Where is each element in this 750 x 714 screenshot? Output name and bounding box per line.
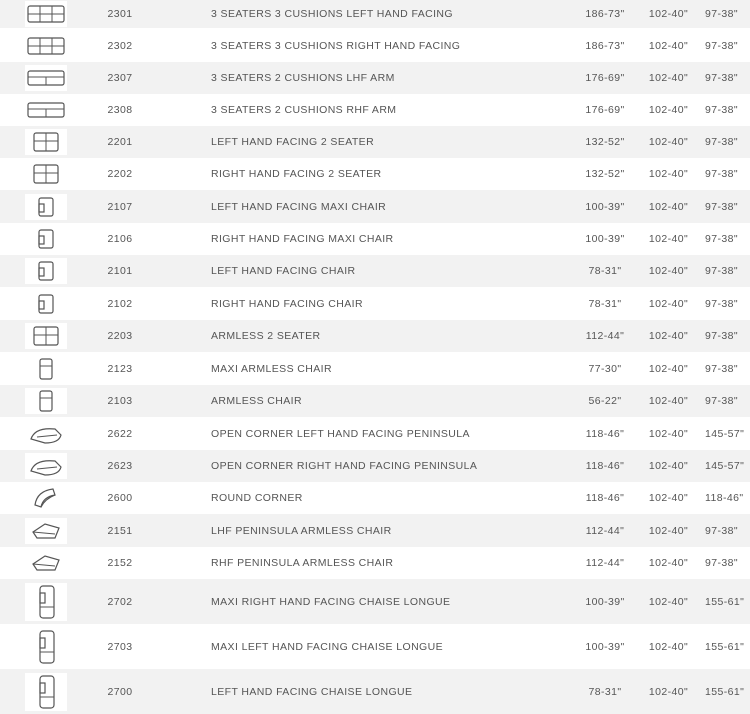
- three-seat-right-icon: [25, 33, 67, 59]
- product-width: 176-69": [585, 104, 625, 116]
- product-description: 3 SEATERS 3 CUSHIONS LEFT HAND FACING: [211, 8, 453, 20]
- table-row: [0, 62, 750, 94]
- maxi-chair-right-icon: [25, 226, 67, 252]
- maxi-chaise-right-icon: [25, 583, 67, 621]
- product-width: 112-44": [585, 524, 625, 537]
- product-depth: 102-40": [648, 72, 689, 84]
- product-width: 176-69": [585, 72, 625, 84]
- product-code: 2703: [107, 640, 133, 653]
- two-cushion-lhf-icon: [25, 65, 67, 91]
- chair-right-icon: [25, 291, 67, 317]
- table-row: [0, 450, 750, 482]
- three-seat-left-icon: [25, 1, 67, 27]
- product-code: 2308: [107, 104, 133, 116]
- table-row: [0, 94, 750, 126]
- product-height: 155-61": [705, 640, 745, 653]
- maxi-chair-left-icon: [25, 194, 67, 220]
- product-height: 97-38": [705, 557, 738, 569]
- table-row: [0, 126, 750, 158]
- product-width: 56-22": [588, 395, 622, 407]
- product-depth: 102-40": [648, 40, 689, 52]
- product-height: 97-38": [705, 362, 738, 375]
- table-row: [0, 579, 750, 624]
- table-row: [0, 514, 750, 547]
- product-code: 2301: [107, 8, 133, 20]
- product-code: 2623: [107, 460, 133, 472]
- open-corner-left-icon: [25, 421, 67, 447]
- product-height: 145-57": [705, 427, 745, 440]
- product-depth: 102-40": [648, 427, 689, 440]
- product-code: 2102: [107, 297, 133, 310]
- product-width: 186-73": [585, 40, 625, 52]
- product-description: 3 SEATERS 3 CUSHIONS RIGHT HAND FACING: [211, 40, 461, 52]
- product-depth: 102-40": [648, 168, 689, 180]
- product-width: 186-73": [585, 8, 625, 20]
- product-height: 97-38": [705, 136, 738, 148]
- chair-left-icon: [25, 258, 67, 284]
- product-height: 97-38": [705, 265, 738, 277]
- product-height: 155-61": [705, 595, 745, 608]
- product-width: 78-31": [588, 685, 622, 698]
- product-depth: 102-40": [648, 233, 689, 245]
- product-width: 100-39": [585, 640, 625, 653]
- product-description: ARMLESS 2 SEATER: [211, 330, 321, 342]
- product-width: 118-46": [585, 460, 625, 472]
- maxi-armless-chair-icon: [25, 356, 67, 382]
- product-depth: 102-40": [648, 200, 689, 213]
- product-code: 2203: [107, 330, 133, 342]
- product-description: RHF PENINSULA ARMLESS CHAIR: [211, 557, 394, 569]
- product-width: 112-44": [585, 330, 625, 342]
- product-height: 97-38": [705, 524, 738, 537]
- product-width: 100-39": [585, 233, 625, 245]
- product-depth: 102-40": [648, 395, 689, 407]
- product-depth: 102-40": [648, 362, 689, 375]
- armless-chair-icon: [25, 388, 67, 414]
- open-corner-right-icon: [25, 453, 67, 479]
- product-width: 112-44": [585, 557, 625, 569]
- product-code: 2201: [107, 136, 133, 148]
- product-height: 97-38": [705, 104, 738, 116]
- product-height: 97-38": [705, 40, 738, 52]
- product-height: 118-46": [705, 492, 744, 504]
- product-description: ARMLESS CHAIR: [211, 395, 302, 407]
- product-code: 2600: [107, 492, 133, 504]
- product-height: 97-38": [705, 330, 738, 342]
- product-width: 118-46": [585, 427, 625, 440]
- product-depth: 102-40": [648, 685, 689, 698]
- product-code: 2101: [107, 265, 133, 277]
- table-row: [0, 320, 750, 352]
- product-description: OPEN CORNER LEFT HAND FACING PENINSULA: [211, 427, 470, 440]
- product-description: 3 SEATERS 2 CUSHIONS LHF ARM: [211, 72, 395, 84]
- product-width: 132-52": [585, 168, 625, 180]
- product-depth: 102-40": [648, 8, 689, 20]
- product-description: MAXI LEFT HAND FACING CHAISE LONGUE: [211, 640, 444, 653]
- product-code: 2107: [107, 200, 133, 213]
- product-height: 97-38": [705, 200, 738, 213]
- product-description: LHF PENINSULA ARMLESS CHAIR: [211, 524, 392, 537]
- table-row: [0, 190, 750, 223]
- product-depth: 102-40": [648, 640, 689, 653]
- product-code: 2123: [107, 362, 133, 375]
- product-description: ROUND CORNER: [211, 492, 303, 504]
- product-depth: 102-40": [648, 104, 689, 116]
- table-row: [0, 352, 750, 385]
- round-corner-icon: [25, 485, 67, 511]
- product-description: LEFT HAND FACING 2 SEATER: [211, 136, 375, 148]
- product-code: 2202: [107, 168, 133, 180]
- product-depth: 102-40": [648, 265, 689, 277]
- product-code: 2302: [107, 40, 133, 52]
- product-depth: 102-40": [648, 557, 689, 569]
- product-width: 100-39": [585, 595, 625, 608]
- product-code: 2103: [107, 395, 133, 407]
- product-height: 97-38": [705, 233, 738, 245]
- product-height: 97-38": [705, 395, 738, 407]
- table-row: [0, 547, 750, 579]
- product-depth: 102-40": [648, 330, 689, 342]
- product-depth: 102-40": [648, 460, 689, 472]
- product-description: RIGHT HAND FACING CHAIR: [211, 297, 363, 310]
- table-row: [0, 624, 750, 669]
- product-code: 2106: [107, 233, 133, 245]
- product-height: 97-38": [705, 168, 738, 180]
- product-description: MAXI ARMLESS CHAIR: [211, 362, 332, 375]
- product-width: 100-39": [585, 200, 625, 213]
- table-row: [0, 669, 750, 714]
- product-depth: 102-40": [648, 524, 689, 537]
- chaise-left-icon: [25, 673, 67, 711]
- table-row: [0, 482, 750, 514]
- product-description: LEFT HAND FACING MAXI CHAIR: [211, 200, 387, 213]
- two-seat-left-icon: [25, 129, 67, 155]
- product-depth: 102-40": [648, 595, 689, 608]
- product-height: 145-57": [705, 460, 745, 472]
- two-seat-right-icon: [25, 161, 67, 187]
- product-height: 97-38": [705, 8, 738, 20]
- product-code: 2622: [107, 427, 133, 440]
- table-row: [0, 30, 750, 62]
- armless-two-seat-icon: [25, 323, 67, 349]
- table-row: [0, 158, 750, 190]
- product-width: 118-46": [585, 492, 625, 504]
- product-code: 2702: [107, 595, 133, 608]
- product-depth: 102-40": [648, 297, 689, 310]
- product-description: RIGHT HAND FACING 2 SEATER: [211, 168, 382, 180]
- product-height: 97-38": [705, 297, 738, 310]
- product-width: 132-52": [585, 136, 625, 148]
- lhf-peninsula-icon: [25, 518, 67, 544]
- rhf-peninsula-icon: [25, 550, 67, 576]
- product-code: 2151: [107, 524, 133, 537]
- two-cushion-rhf-icon: [25, 97, 67, 123]
- table-row: [0, 385, 750, 417]
- product-description: LEFT HAND FACING CHAISE LONGUE: [211, 685, 413, 698]
- product-description: 3 SEATERS 2 CUSHIONS RHF ARM: [211, 104, 397, 116]
- product-depth: 102-40": [648, 136, 689, 148]
- product-height: 97-38": [705, 72, 738, 84]
- product-description: OPEN CORNER RIGHT HAND FACING PENINSULA: [211, 460, 478, 472]
- table-row: [0, 0, 750, 28]
- product-description: LEFT HAND FACING CHAIR: [211, 265, 356, 277]
- table-row: [0, 255, 750, 287]
- table-row: [0, 223, 750, 255]
- product-width: 78-31": [588, 297, 622, 310]
- product-description: RIGHT HAND FACING MAXI CHAIR: [211, 233, 394, 245]
- product-code: 2700: [107, 685, 133, 698]
- product-code: 2307: [107, 72, 133, 84]
- product-depth: 102-40": [648, 492, 689, 504]
- table-row: [0, 287, 750, 320]
- product-height: 155-61": [705, 685, 745, 698]
- product-width: 77-30": [588, 362, 622, 375]
- product-width: 78-31": [588, 265, 622, 277]
- maxi-chaise-left-icon: [25, 628, 67, 666]
- table-row: [0, 417, 750, 450]
- product-description: MAXI RIGHT HAND FACING CHAISE LONGUE: [211, 595, 451, 608]
- product-code: 2152: [107, 557, 133, 569]
